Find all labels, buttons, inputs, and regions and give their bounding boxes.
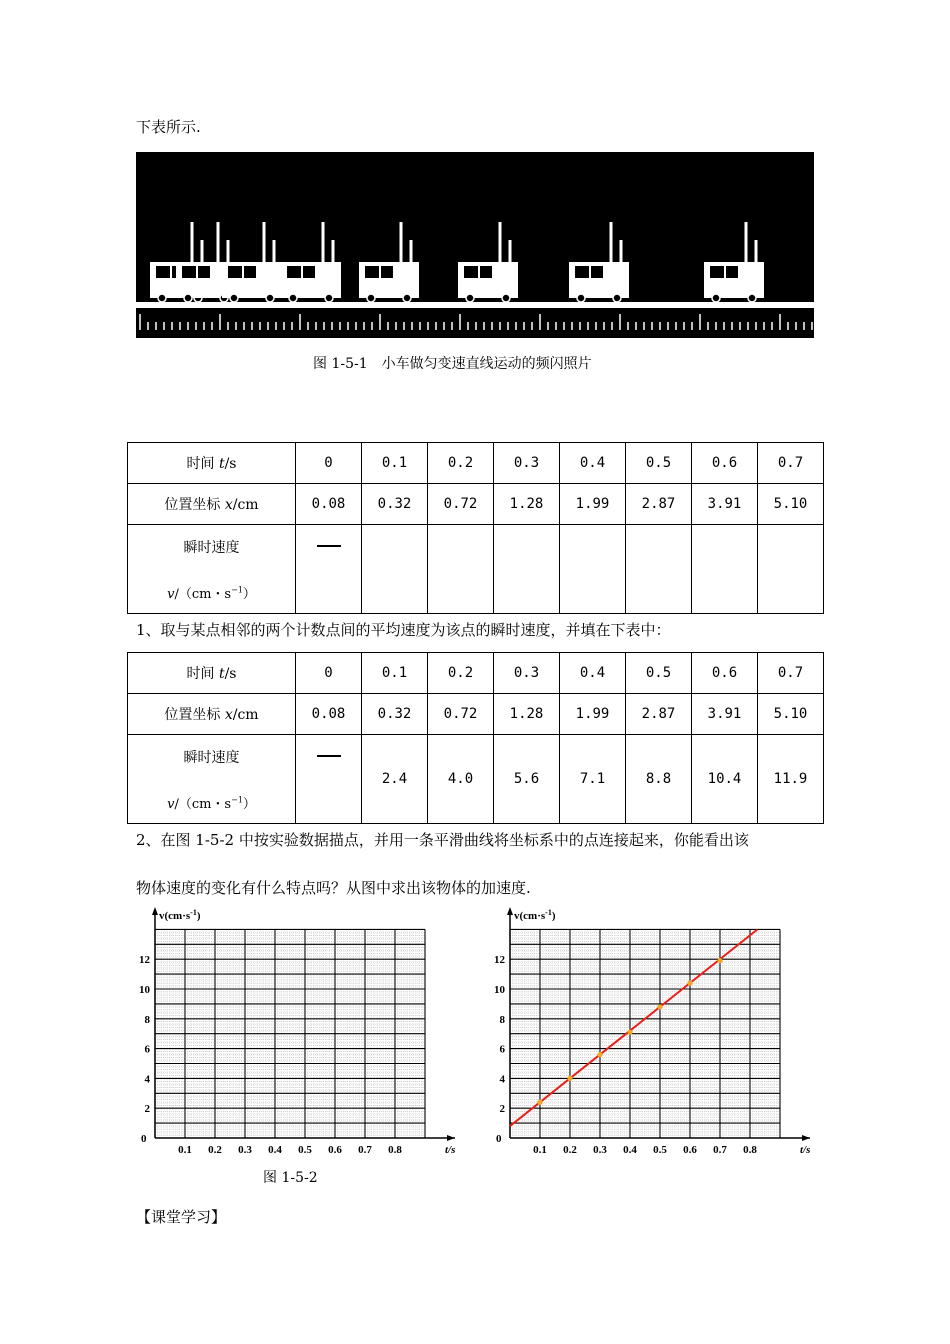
origin-label: 0 (496, 1133, 502, 1145)
velocity-input-cell[interactable] (560, 525, 626, 614)
velocity-header (128, 735, 296, 824)
blank-vt-graph (130, 905, 470, 1160)
x-tick-label: 0.5 (653, 1144, 667, 1156)
truck-image (222, 222, 282, 302)
plotted-vt-graph (485, 905, 825, 1160)
truck-image (359, 222, 419, 302)
origin-label: 0 (141, 1133, 147, 1145)
position-cell: 1.28 (494, 484, 560, 525)
velocity-cell: 11.9 (758, 735, 824, 824)
x-tick-label: 0.8 (388, 1144, 402, 1156)
dash-mark (317, 545, 341, 547)
x-tick-label: 0.6 (683, 1144, 697, 1156)
section-heading: 【课堂学习】 (136, 1208, 227, 1226)
position-cell: 3.91 (692, 694, 758, 735)
x-tick-label: 0.4 (623, 1144, 637, 1156)
position-cell: 0.08 (296, 694, 362, 735)
truck-image (569, 222, 629, 302)
velocity-cell-empty (296, 525, 362, 614)
question-2-line-1: 2、在图 1-5-2 中按实验数据描点，并用一条平滑曲线将坐标系中的点连接起来，你能看出该 (136, 831, 749, 849)
time-cell: 0.6 (692, 653, 758, 694)
position-cell: 0.08 (296, 484, 362, 525)
velocity-label: 瞬时速度 (183, 749, 240, 766)
velocity-unit: v/（cm・$s^{-1}$） (167, 795, 256, 812)
position-cell: 0.72 (428, 484, 494, 525)
data-point (597, 1052, 602, 1057)
x-tick-label: 0.3 (238, 1144, 252, 1156)
table-row (128, 525, 824, 614)
x-tick-label: 0.3 (593, 1144, 607, 1156)
time-cell: 0.3 (494, 443, 560, 484)
time-header: 时间 t/s (128, 653, 296, 694)
time-cell: 0.7 (758, 443, 824, 484)
x-axis-arrow-icon (447, 1135, 455, 1141)
y-tick-label: 6 (499, 1043, 505, 1056)
y-axis-label-exponent: -1 (190, 908, 197, 917)
velocity-header (128, 525, 296, 614)
position-cell: 0.32 (362, 694, 428, 735)
time-cell: 0.5 (626, 443, 692, 484)
y-axis-arrow-icon (152, 907, 158, 915)
x-tick-label: 0.1 (178, 1144, 192, 1156)
x-tick-label: 0.4 (268, 1144, 282, 1156)
position-cell: 3.91 (692, 484, 758, 525)
time-cell: 0.6 (692, 443, 758, 484)
y-tick-label: 2 (144, 1103, 150, 1116)
y-tick-label: 8 (499, 1013, 505, 1026)
position-cell: 5.10 (758, 694, 824, 735)
x-tick-label: 0.8 (743, 1144, 757, 1156)
velocity-cell: 2.4 (362, 735, 428, 824)
y-tick-label: 12 (494, 954, 505, 967)
time-cell: 0.4 (560, 443, 626, 484)
x-tick-label: 0.1 (533, 1144, 547, 1156)
figure1-caption: 图 1-5-1 小车做匀变速直线运动的频闪照片 (313, 356, 592, 372)
velocity-unit: v/（cm・$s^{-1}$） (167, 585, 256, 602)
time-cell: 0.5 (626, 653, 692, 694)
dash-mark (317, 755, 341, 757)
velocity-input-cell[interactable] (692, 525, 758, 614)
y-tick-label: 8 (144, 1013, 150, 1026)
data-point (537, 1100, 542, 1105)
ruler-rail (136, 302, 814, 308)
question-1: 1、取与某点相邻的两个计数点间的平均速度为该点的瞬时速度，并填在下表中： (136, 621, 671, 639)
table-row (128, 484, 824, 525)
velocity-input-cell[interactable] (758, 525, 824, 614)
y-tick-label: 6 (144, 1043, 150, 1056)
position-cell: 1.99 (560, 484, 626, 525)
time-cell: 0 (296, 443, 362, 484)
truck-image (281, 222, 341, 302)
y-axis-label-exponent: -1 (545, 908, 552, 917)
strobe-photo (136, 152, 814, 338)
y-tick-label: 4 (144, 1073, 150, 1086)
x-axis-label: t/s (445, 1144, 456, 1156)
position-cell: 0.32 (362, 484, 428, 525)
x-tick-label: 0.5 (298, 1144, 312, 1156)
velocity-cell: 4.0 (428, 735, 494, 824)
position-cell: 0.72 (428, 694, 494, 735)
x-tick-label: 0.7 (358, 1144, 372, 1156)
time-cell: 0.2 (428, 653, 494, 694)
data-point (687, 980, 692, 985)
velocity-input-cell[interactable] (362, 525, 428, 614)
velocity-cell: 10.4 (692, 735, 758, 824)
figure2-caption: 图 1-5-2 (263, 1170, 318, 1186)
velocity-label: 瞬时速度 (183, 539, 240, 556)
table-row (128, 653, 824, 694)
position-cell: 1.28 (494, 694, 560, 735)
time-cell: 0 (296, 653, 362, 694)
time-cell: 0.2 (428, 443, 494, 484)
x-tick-label: 0.2 (563, 1144, 577, 1156)
truck-image (458, 222, 518, 302)
data-point (567, 1076, 572, 1081)
y-tick-label: 4 (499, 1073, 505, 1086)
y-axis-label: $v(cm\cdot s^{-1})$ (159, 908, 201, 922)
y-tick-label: 2 (499, 1103, 505, 1116)
position-cell: 2.87 (626, 484, 692, 525)
data-point (717, 958, 722, 963)
y-tick-label: 12 (139, 954, 150, 967)
velocity-cell: 7.1 (560, 735, 626, 824)
table-row (128, 443, 824, 484)
data-point (627, 1030, 632, 1035)
position-cell: 2.87 (626, 694, 692, 735)
velocity-cell: 8.8 (626, 735, 692, 824)
y-axis-label: $v(cm\cdot s^{-1})$ (514, 908, 556, 922)
question-2-line-2: 物体速度的变化有什么特点吗？从图中求出该物体的加速度. (136, 879, 531, 897)
time-cell: 0.3 (494, 653, 560, 694)
position-cell: 5.10 (758, 484, 824, 525)
velocity-cell: 5.6 (494, 735, 560, 824)
velocity-input-cell[interactable] (626, 525, 692, 614)
x-tick-label: 0.6 (328, 1144, 342, 1156)
x-tick-label: 0.7 (713, 1144, 727, 1156)
data-table-filled (127, 652, 824, 824)
time-header: 时间 t/s (128, 443, 296, 484)
time-cell: 0.1 (362, 443, 428, 484)
y-axis-label-close: ) (196, 910, 201, 922)
table-row (128, 694, 824, 735)
intro-text: 下表所示. (136, 118, 201, 136)
position-header: 位置坐标 x/cm (128, 694, 296, 735)
truck-image (704, 222, 764, 302)
y-axis-label-close: ) (551, 910, 556, 922)
velocity-cell-empty (296, 735, 362, 824)
y-tick-label: 10 (139, 984, 150, 996)
table-row (128, 735, 824, 824)
x-tick-label: 0.2 (208, 1144, 222, 1156)
time-cell: 0.1 (362, 653, 428, 694)
data-point (657, 1004, 662, 1009)
y-axis-arrow-icon (507, 907, 513, 915)
y-tick-label: 10 (494, 984, 505, 996)
data-table-blank (127, 442, 824, 614)
velocity-input-cell[interactable] (494, 525, 560, 614)
time-cell: 0.4 (560, 653, 626, 694)
x-axis-label: t/s (800, 1144, 811, 1156)
position-cell: 1.99 (560, 694, 626, 735)
position-header: 位置坐标 x/cm (128, 484, 296, 525)
time-cell: 0.7 (758, 653, 824, 694)
x-axis-arrow-icon (802, 1135, 810, 1141)
velocity-input-cell[interactable] (428, 525, 494, 614)
